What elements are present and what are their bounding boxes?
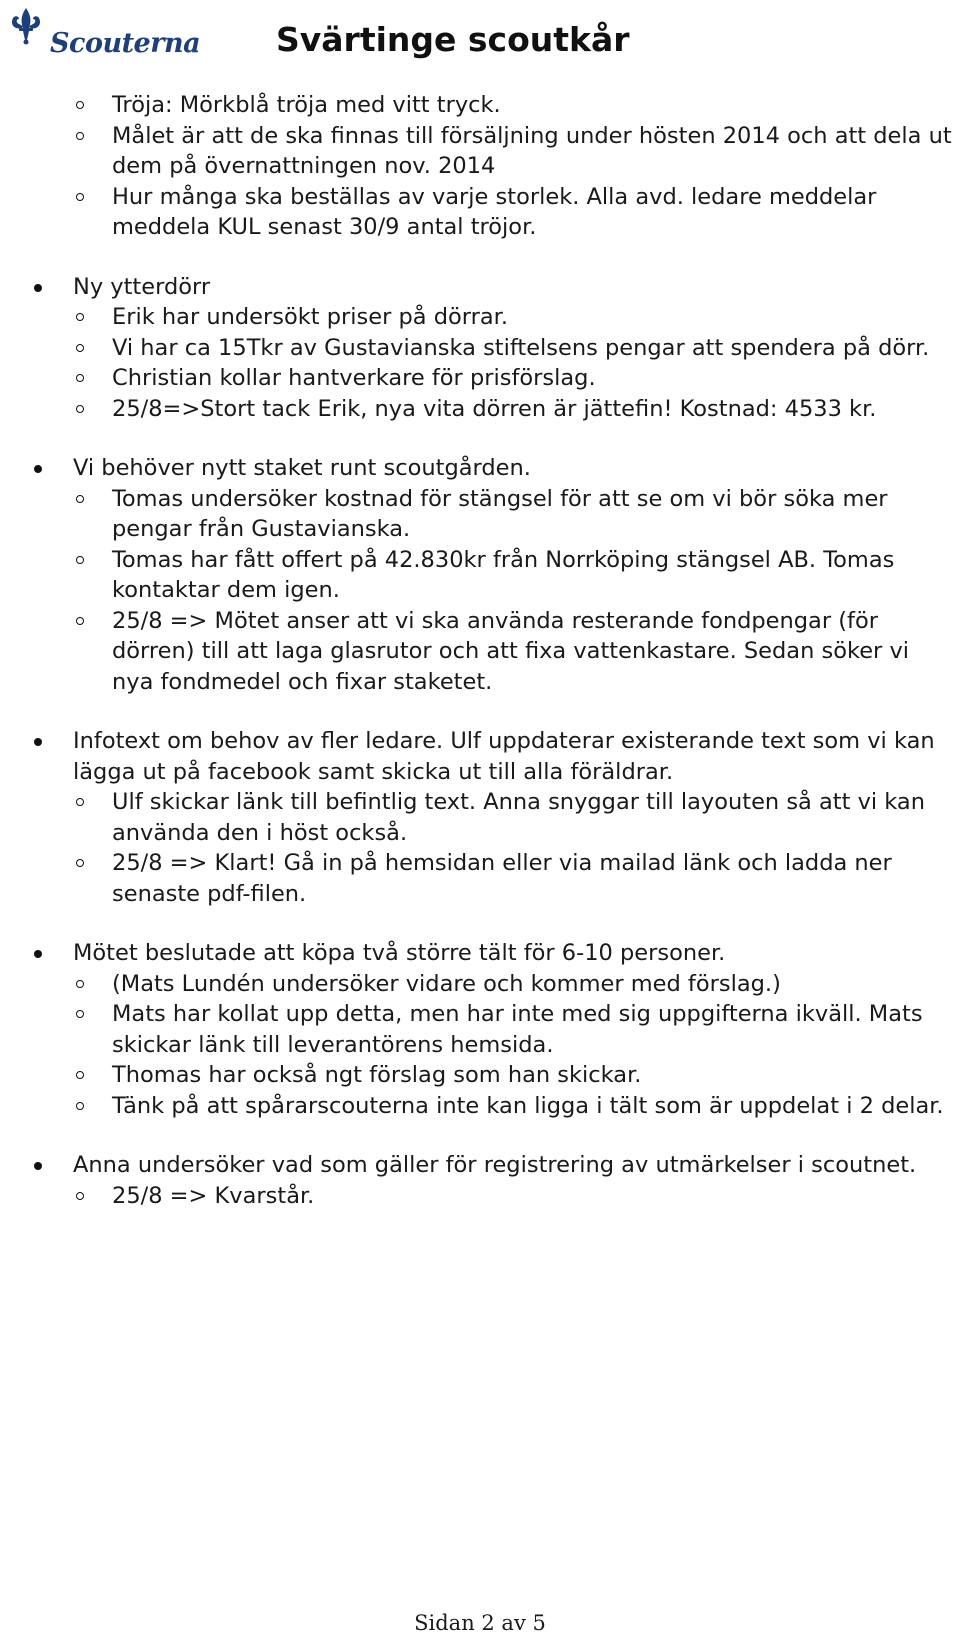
agenda-item-text: Anna undersöker vad som gäller för registrering av utmärkelser i scoutnet. [73, 1152, 917, 1178]
circle-bullet-icon [76, 374, 84, 382]
sub-item-text: Tomas har fått offert på 42.830kr från Norrköping stängsel AB. Tomas kontaktar dem igen. [112, 546, 895, 603]
circle-bullet-icon [76, 1071, 84, 1079]
agenda-item-heading [0, 1150, 960, 1181]
sub-item-text: 25/8 => Mötet anser att vi ska använda resterande fondpengar (för dörren) till att laga glasrutor och att fixa vattenkastare. Sedan söker vi nya fondmedel och fixar staketet. [112, 607, 910, 695]
sub-item [0, 90, 960, 121]
circle-bullet-icon [76, 344, 84, 352]
sub-item-text: Erik har undersökt priser på dörrar. [112, 304, 508, 330]
sub-item-text: 25/8=>Stort tack Erik, nya vita dörren är jättefin! Kostnad: 4533 kr. [112, 395, 877, 422]
sub-item [0, 848, 960, 909]
sub-item [0, 182, 960, 243]
agenda-item [0, 453, 960, 697]
sub-item [0, 302, 960, 333]
sub-item [0, 1091, 960, 1122]
circle-bullet-icon [76, 798, 84, 806]
agenda-item-text: Ny ytterdörr [73, 273, 211, 300]
sub-item [0, 545, 960, 606]
sub-item [0, 333, 960, 364]
sub-item [0, 606, 960, 698]
circle-bullet-icon [76, 980, 84, 988]
bullet-icon [34, 465, 42, 473]
sub-item-text: Hur många ska beställas av varje storlek. Alla avd. ledare meddelar meddela KUL senast 30/9 antal tröjor. [112, 183, 877, 240]
scouterna-logo [6, 6, 201, 62]
sub-item [0, 363, 960, 394]
agenda-item-text: Infotext om behov av fler ledare. Ulf uppdaterar existerande text som vi kan lägga ut på facebook samt skicka ut till alla föräldrar. [73, 728, 935, 785]
page-number: Sidan 2 av 5 [414, 1611, 546, 1635]
sub-item-text: Mats har kollat upp detta, men har inte med sig uppgifterna ikväll. Mats skickar länk till leverantörens hemsida. [112, 1001, 923, 1058]
sub-item-text: Thomas har också ngt förslag som han skickar. [112, 1062, 642, 1088]
sub-item [0, 1181, 960, 1212]
agenda-item-heading [0, 453, 960, 484]
sub-item [0, 1060, 960, 1091]
agenda-item-text: Mötet beslutade att köpa två större tält för 6-10 personer. [73, 940, 726, 966]
sub-item [0, 787, 960, 848]
bullet-icon [34, 950, 42, 958]
agenda-item-heading [0, 726, 960, 787]
circle-bullet-icon [76, 405, 84, 413]
circle-bullet-icon [76, 101, 84, 109]
sub-item-text: (Mats Lundén undersöker vidare och kommer med förslag.) [112, 970, 781, 997]
agenda-item-heading [0, 938, 960, 969]
sub-item-text: Christian kollar hantverkare för prisförslag. [112, 365, 596, 391]
sub-item-text: Tänk på att spårarscouterna inte kan ligga i tält som är uppdelat i 2 delar. [112, 1092, 944, 1119]
circle-bullet-icon [76, 1010, 84, 1018]
sub-item-text: Tomas undersöker kostnad för stängsel för att se om vi bör söka mer pengar från Gustavianska. [112, 485, 888, 542]
circle-bullet-icon [76, 193, 84, 201]
sub-item-text: Vi har ca 15Tkr av Gustavianska stiftelsens pengar att spendera på dörr. [112, 334, 930, 361]
agenda-item [0, 938, 960, 1121]
sub-item [0, 969, 960, 1000]
agenda-item-heading [0, 272, 960, 303]
sub-item-text: Ulf skickar länk till befintlig text. Anna snyggar till layouten så att vi kan använda den i höst också. [112, 789, 925, 846]
circle-bullet-icon [76, 1192, 84, 1200]
sub-item-text: Målet är att de ska finnas till försäljning under hösten 2014 och att dela ut dem på övernattningen nov. 2014 [112, 122, 952, 179]
meeting-notes [0, 90, 960, 1240]
agenda-item [0, 272, 960, 425]
sub-item [0, 394, 960, 425]
bullet-icon [34, 284, 42, 292]
circle-bullet-icon [76, 495, 84, 503]
sub-item-text: Tröja: Mörkblå tröja med vitt tryck. [112, 92, 501, 118]
sub-item [0, 121, 960, 182]
circle-bullet-icon [76, 313, 84, 321]
sub-item-text: 25/8 => Klart! Gå in på hemsidan eller via mailad länk och ladda ner senaste pdf-filen. [112, 850, 892, 907]
bullet-icon [34, 738, 42, 746]
agenda-item [0, 726, 960, 909]
logo-wordmark: Scouterna [50, 28, 201, 59]
circle-bullet-icon [76, 132, 84, 140]
sub-item [0, 999, 960, 1060]
circle-bullet-icon [76, 617, 84, 625]
agenda-item-text: Vi behöver nytt staket runt scoutgården. [73, 455, 531, 481]
circle-bullet-icon [76, 1102, 84, 1110]
sub-item [0, 484, 960, 545]
agenda-item [0, 1150, 960, 1211]
sub-item-text: 25/8 => Kvarstår. [112, 1182, 315, 1209]
bullet-icon [34, 1162, 42, 1170]
circle-bullet-icon [76, 859, 84, 867]
fleur-de-lis-icon [6, 6, 46, 46]
agenda-item [0, 90, 960, 243]
circle-bullet-icon [76, 556, 84, 564]
page-title: Svärtinge scoutkår [276, 20, 630, 59]
